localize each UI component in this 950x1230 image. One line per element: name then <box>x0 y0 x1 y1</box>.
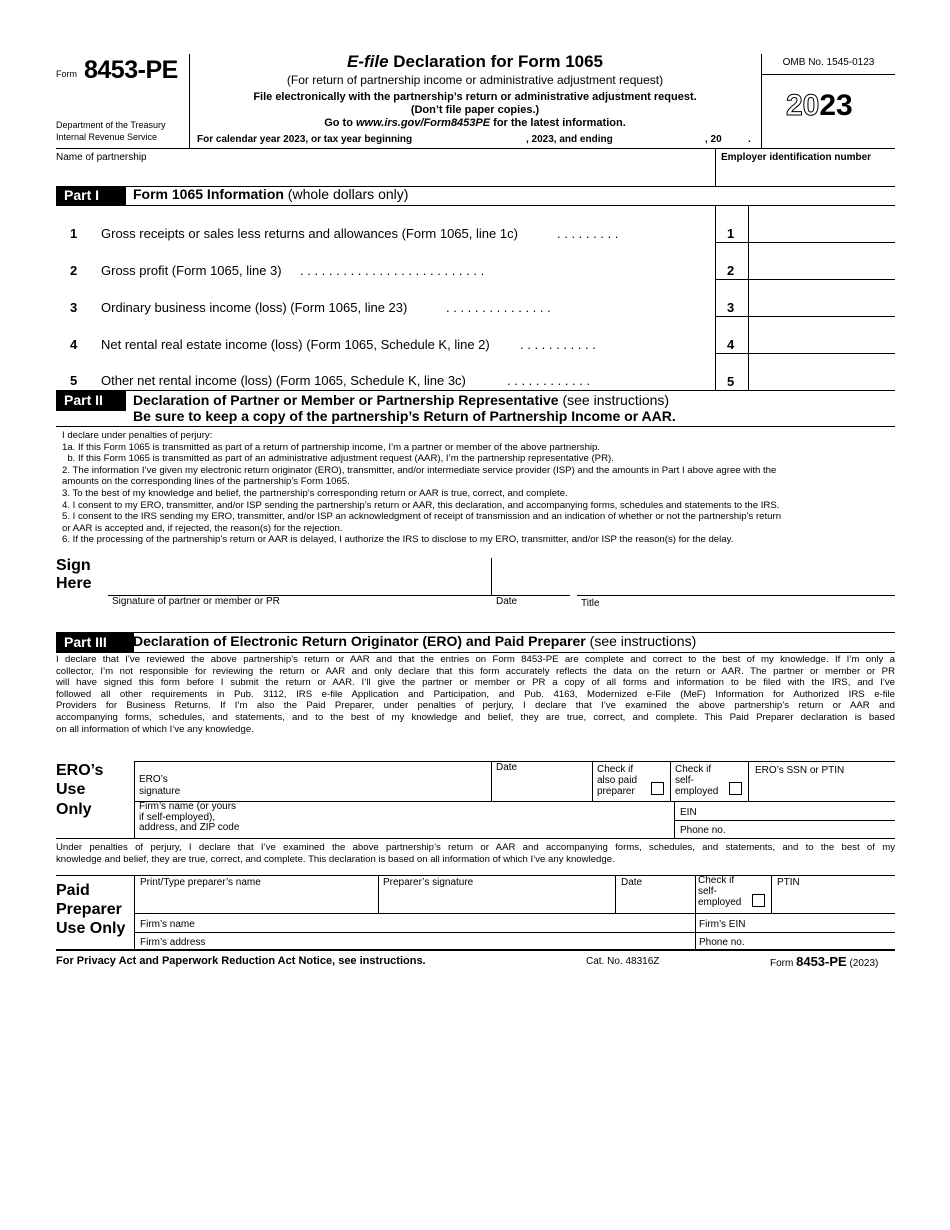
calendar-year-label: For calendar year 2023, or tax year beginning <box>197 134 413 145</box>
line-2-leader: . . . . . . . . . . . . . . . . . . . . . . . . . . <box>300 263 485 278</box>
ero-label-2: Use <box>56 781 86 798</box>
footer-form-year: (2023) <box>846 958 879 969</box>
footer-form-id <box>770 954 878 969</box>
line-3-rule <box>715 316 895 317</box>
goto-prefix: Go to <box>324 117 356 129</box>
and-ending-label: , 2023, and ending <box>526 134 613 145</box>
paid-date-divider <box>615 875 616 913</box>
part-3-header-rule <box>56 652 895 653</box>
firm-label-line-1: Firm’s name (or yours <box>139 801 237 812</box>
paid-sig-divider <box>378 875 379 913</box>
declaration-line: I declare under penalties of perjury: <box>62 430 213 441</box>
part-1-title-text: Form 1065 Information <box>133 186 284 202</box>
part-1-badge: Part I <box>56 186 126 205</box>
declaration-line: amounts on the corresponding lines of the partnership’s Form 1065. <box>62 476 350 488</box>
ero-firm-field[interactable] <box>255 803 665 836</box>
paid-top-rule <box>56 875 895 876</box>
header-divider-right <box>761 54 762 148</box>
ero-declaration <box>56 654 895 735</box>
ero-firm-label <box>139 802 239 834</box>
preparer-signature-field[interactable] <box>382 890 612 912</box>
goto-line <box>190 117 760 129</box>
ero-declaration-line: followed all other requirements in Pub. 3112, IRS e-file Application and Participation, and Pub. 4163, Modernized e-File (MeF) Information for Authorized IRS e-file <box>56 688 895 700</box>
part-2-title-text: Declaration of Partner or Member or Partnership Representative <box>133 392 559 408</box>
sign-label: Sign <box>56 557 91 574</box>
form-number: 8453-PE <box>84 56 178 84</box>
omb-number: OMB No. 1545-0123 <box>782 57 875 68</box>
ero-self-employed-checkbox[interactable] <box>729 782 742 795</box>
instruction-line-2: (Don’t file paper copies.) <box>410 104 540 116</box>
paid-check-line-1: Check if <box>698 875 735 886</box>
ero-check-self-label <box>675 764 718 797</box>
line-4-label: Net rental real estate income (loss) (Form 1065, Schedule K, line 2) <box>101 337 490 352</box>
line-4-amount-field[interactable] <box>750 318 894 352</box>
ero-date-divider <box>491 761 492 801</box>
ero-declaration-line: I declare that I’ve reviewed the above partnership’s return or AAR and that the entries on Form 8453-PE are complete and correct to the best of my knowledge. If I’m only a <box>56 654 895 665</box>
preparer-date-label: Date <box>621 877 643 888</box>
part-2-header-rule <box>56 426 895 427</box>
line-4-leader: . . . . . . . . . . . <box>520 337 596 352</box>
line-5-amount-field[interactable] <box>750 355 894 389</box>
line-1-leader: . . . . . . . . . <box>557 226 619 241</box>
line-5-label: Other net rental income (loss) (Form 1065, Schedule K, line 3c) <box>101 373 466 388</box>
partnership-name-label: Name of partnership <box>56 152 147 163</box>
line-5-number: 5 <box>70 373 78 388</box>
line-2-amount-field[interactable] <box>750 244 894 278</box>
part-3-title <box>133 633 696 649</box>
line-1-label: Gross receipts or sales less returns and allowances (Form 1065, line 1c) <box>101 226 518 241</box>
paid-mid-rule-1 <box>134 913 895 914</box>
part-1-header-rule <box>56 205 895 206</box>
title-rest: Declaration for Form 1065 <box>388 52 604 71</box>
ero-ein-label: EIN <box>680 807 697 818</box>
line-3-leader: . . . . . . . . . . . . . . . <box>446 300 551 315</box>
period-label: . <box>748 134 751 145</box>
department-text: Department of the Treasury <box>56 120 166 130</box>
paid-label-3: Use Only <box>56 920 126 937</box>
ero-check-paid-label <box>597 764 637 797</box>
firm-label-line-3: address, and ZIP code <box>139 822 240 833</box>
footer-form-number: 8453-PE <box>796 954 847 969</box>
form-subtitle: (For return of partnership income or administrative adjustment request) <box>286 73 664 87</box>
ero-check-self-divider <box>670 761 671 801</box>
line-3-label: Ordinary business income (loss) (Form 1065, line 23) <box>101 300 408 315</box>
part-2-declaration <box>62 430 895 546</box>
declaration-line: 6. If the processing of the partnership’s return or AAR is delayed, I authorize the IRS to disclose to my ERO, transmitter, and/or ISP the reason(s) for the delay. <box>62 534 734 546</box>
line-2-number: 2 <box>70 263 78 278</box>
line-3-amount-field[interactable] <box>750 281 894 315</box>
partner-title-field[interactable] <box>578 560 893 594</box>
perjury-line-1: Under penalties of perjury, I declare that I’ve examined the above partnership’s return or AAR and accompanying forms, schedules, and statements, and to the best of my <box>56 842 895 853</box>
line-5-leader: . . . . . . . . . . . . <box>507 373 591 388</box>
part-1-col-right <box>748 205 749 390</box>
part-1-title <box>133 186 408 202</box>
paid-check-line-3: employed <box>698 897 742 908</box>
irs-link[interactable]: www.irs.gov/Form8453PE <box>356 117 491 129</box>
preparer-check-label <box>698 875 741 908</box>
signature-caption: Signature of partner or member or PR <box>112 596 280 607</box>
part-1-title-note: (whole dollars only) <box>283 186 409 202</box>
goto-suffix: for the latest information. <box>490 117 626 129</box>
preparer-self-employed-checkbox[interactable] <box>752 894 765 907</box>
ero-declaration-line: on all information of which I’ve any knowledge. <box>56 723 254 735</box>
part-2-badge: Part II <box>56 391 126 411</box>
sign-date-divider <box>491 558 492 595</box>
part-3-title-note: (see instructions) <box>585 633 697 649</box>
ero-ssn-divider <box>748 761 749 801</box>
catalog-number: Cat. No. 48316Z <box>586 956 660 967</box>
ero-ssn-field[interactable] <box>752 779 892 799</box>
check-self-line-2: self- <box>675 775 694 786</box>
declaration-line: 5. I consent to the IRS sending my ERO, transmitter, and/or ISP an acknowledgment of receipt of transmission and an indication of whether or not the partnership’s return <box>62 511 782 523</box>
tax-year-outline: 20 <box>786 89 820 122</box>
ein-field[interactable] <box>720 166 892 184</box>
ero-ssn-label: ERO’s SSN or PTIN <box>755 765 845 776</box>
declaration-line: 3. To the best of my knowledge and belief, the partnership’s corresponding return or AAR is true, correct, and complete. <box>62 487 568 499</box>
firm-address-label: Firm’s address <box>140 937 206 948</box>
check-paid-line-2: also paid <box>597 775 638 786</box>
ptin-label: PTIN <box>777 877 800 888</box>
line-2-label: Gross profit (Form 1065, line 3) <box>101 263 282 278</box>
preparer-name-field[interactable] <box>138 890 374 912</box>
ero-date-field[interactable] <box>494 776 589 800</box>
paid-label-1: Paid <box>56 882 90 899</box>
date-caption: Date <box>496 596 518 607</box>
part-2-title <box>133 392 669 408</box>
form-label: Form <box>56 69 77 79</box>
form-title <box>190 52 760 72</box>
line-4-rule <box>715 353 895 354</box>
ero-also-paid-preparer-checkbox[interactable] <box>651 782 664 795</box>
instruction-line-1: File electronically with the partnership’s return or administrative adjustment request. <box>253 91 697 103</box>
ero-date-label: Date <box>496 762 518 773</box>
title-caption: Title <box>581 598 600 609</box>
declaration-line: or AAR is accepted and, if rejected, the reason(s) for the rejection. <box>62 522 343 534</box>
preparer-signature-label: Preparer’s signature <box>383 877 474 888</box>
tax-year <box>786 89 853 123</box>
line-3-box-number: 3 <box>727 300 735 315</box>
part-3-badge: Part III <box>56 633 134 652</box>
perjury-line-2: knowledge and belief, they are true, correct, and complete. This declaration is based on all information of which I’ve any knowledge. <box>56 853 615 865</box>
ero-ein-rule <box>674 820 895 821</box>
declaration-line: 4. I consent to my ERO, transmitter, and/or ISP sending the partnership’s return or AAR, this declaration, and accompanying forms, schedules and statements to the IRS. <box>62 499 780 511</box>
ero-declaration-line: collector, I’m not responsible for reviewing the return or AAR and only declare that this form accurately reflects the data on the return or AAR. The partner or member or PR <box>56 665 895 677</box>
ero-phone-label: Phone no. <box>680 825 726 836</box>
ero-declaration-line: will have signed this form before I submit the return or AAR. I’ll give the partner or member or PR a copy of all forms and information to be filed with the IRS, and I’ve <box>56 677 895 689</box>
omb-rule <box>762 74 895 75</box>
firm-ein-label: Firm’s EIN <box>699 919 746 930</box>
paid-mid-rule-2 <box>134 932 895 933</box>
part-1-col-left <box>715 205 716 390</box>
paid-bottom-rule <box>56 949 895 951</box>
firm-phone-field[interactable] <box>750 934 892 948</box>
line-1-amount-field[interactable] <box>750 207 894 241</box>
part-3-title-text: Declaration of Electronic Return Originator (ERO) and Paid Preparer <box>133 633 586 649</box>
title-rule <box>577 595 895 596</box>
declaration-line: b. If this Form 1065 is transmitted as part of an administrative adjustment request (AAR), I’m the partnership representative (PR). <box>62 453 614 465</box>
irs-text: Internal Revenue Service <box>56 132 158 142</box>
privacy-notice: For Privacy Act and Paperwork Reduction Act Notice, see instructions. <box>56 955 426 967</box>
firm-label-line-2: if self-employed), <box>139 811 216 823</box>
footer-form-label: Form <box>770 958 797 969</box>
paid-left-divider <box>134 875 135 949</box>
preparer-name-label: Print/Type preparer’s name <box>140 877 261 888</box>
check-paid-line-1: Check if <box>597 764 634 775</box>
line-1-rule <box>715 242 895 243</box>
ero-ein-field[interactable] <box>700 803 892 818</box>
here-label: Here <box>56 575 92 592</box>
partnership-name-field[interactable] <box>60 166 710 184</box>
check-self-line-1: Check if <box>675 764 712 775</box>
line-5-box-number: 5 <box>727 374 735 389</box>
line-1-box-number: 1 <box>727 226 735 241</box>
line-2-box-number: 2 <box>727 263 735 278</box>
ero-left-divider <box>134 761 135 838</box>
check-self-line-3: employed <box>675 786 719 797</box>
ero-check-paid-divider <box>592 761 593 801</box>
ero-declaration-line: Providers for Business Returns. If I’m also the Paid Preparer, under penalties of perjury, I declare that I’ve examined the above partnership’s return or AAR and <box>56 700 895 712</box>
ein-label: Employer identification number <box>721 152 872 163</box>
firm-address-field[interactable] <box>215 934 690 948</box>
part-1-bottom-rule <box>56 390 895 391</box>
ero-mid-rule <box>134 801 895 802</box>
ero-signature-label-1: ERO’s <box>139 774 168 785</box>
paid-label-2: Preparer <box>56 901 122 918</box>
line-4-number: 4 <box>70 337 78 352</box>
paid-check-line-2: self- <box>698 886 717 897</box>
line-2-rule <box>715 279 895 280</box>
comma-20-label: , 20 <box>705 134 722 145</box>
preparer-date-field[interactable] <box>619 890 693 912</box>
check-paid-line-3: preparer <box>597 786 635 797</box>
part-2-subtitle: Be sure to keep a copy of the partnership’s Return of Partnership Income or AAR. <box>133 408 676 424</box>
line-3-number: 3 <box>70 300 78 315</box>
declaration-line: 2. The information I’ve given my electronic return originator (ERO), transmitter, and/or intermediate service provider (ISP) and the amounts in Part I above agree with the <box>62 464 777 476</box>
ein-divider <box>715 148 716 186</box>
ero-signature-label-2: signature <box>139 786 181 797</box>
line-4-box-number: 4 <box>727 337 735 352</box>
ptin-field[interactable] <box>775 890 892 912</box>
declaration-line: 1a. If this Form 1065 is transmitted as part of a return of partnership income, I’m a partner or member of the above partnership. <box>62 441 601 453</box>
firm-ein-field[interactable] <box>750 915 892 930</box>
ero-label-1: ERO’s <box>56 762 104 779</box>
preparer-perjury-statement <box>56 842 895 865</box>
part-2-title-note: (see instructions) <box>558 392 670 408</box>
ero-declaration-line: accompanying forms, schedules, and statements, and to the best of my knowledge and belief, they are true, correct, and complete. This Paid Preparer declaration is based <box>56 711 895 723</box>
paid-ptin-divider <box>771 875 772 913</box>
header-bottom-rule <box>56 148 895 149</box>
ero-label-3: Only <box>56 801 92 818</box>
paid-check-divider <box>695 875 696 949</box>
partner-date-field[interactable] <box>494 560 566 594</box>
partner-signature-field[interactable] <box>112 560 488 594</box>
firm-name-field[interactable] <box>200 915 690 930</box>
title-efile: E-file <box>346 52 389 71</box>
firm-name-label: Firm’s name <box>140 919 195 930</box>
ero-signature-field[interactable] <box>190 764 488 800</box>
firm-phone-label: Phone no. <box>699 937 745 948</box>
ero-bottom-rule <box>56 838 895 839</box>
line-1-number: 1 <box>70 226 78 241</box>
ero-phone-field[interactable] <box>730 822 892 837</box>
tax-year-bold: 23 <box>819 89 853 122</box>
